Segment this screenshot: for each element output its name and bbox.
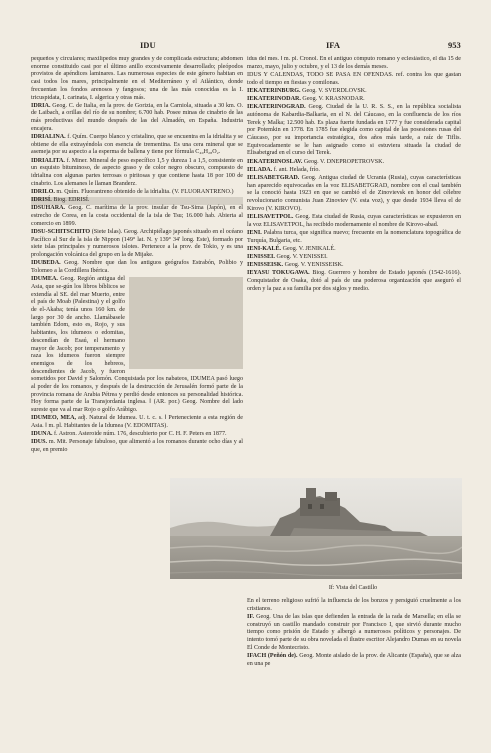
entry-headword: IDRILO. [31,188,57,195]
entry-body: En el terreno religioso sufrió la influencia de los bonzos y persiguió cruelmente a los cristianos. [247,598,461,612]
dictionary-entry [247,175,461,214]
dictionary-entry [247,104,461,158]
header-left-word: IDU [140,40,156,50]
entry-headword: IDRIALITA. [31,157,67,164]
dictionary-entry [31,103,243,134]
entry-body: Geog. V. YENISSEI. [276,254,328,261]
dictionary-entry [31,439,243,454]
entry-body: Geog. V. YENISSEISK. [284,262,344,269]
dictionary-entry [31,158,243,189]
entry-body: Geog. C. marítima de la prov. insular de Tsu-Sima (Japón), en el estrecho de Corea, en la costa occidental de la isla de Tsu; 16.000 hab. Abierta al comercio en 1899. [31,205,243,227]
castle-photo [170,478,462,579]
entry-headword: IENI-KALÉ. [247,245,283,252]
page-header [0,40,491,54]
entry-headword: IEYASU TOKUGAWA. [247,270,313,277]
entry-body: Biog. EDRISÍ. [53,197,90,204]
entry-headword: IENISSEISK. [247,262,285,269]
entry-headword: IF. [247,613,257,620]
entry-body: pequeños y circulares; maxilípedos muy grandes y de complicada estructura; abdomen enorme constituido casi por el último anillo excesivamente desarrollado; pleópodos provistos de apéndices laminares. Las numerosas especies de este género habitan en casi todos los mares, principalmente en el Mediterráneo y el Atlántico, donde frecuentan los fondos arenosos y fangosos; una de las más conocidas es la I. tricuspidata, I. carinata, I. algerica y otras más. [31,56,243,101]
entry-headword: IFACH (Peñón de). [247,652,300,659]
entry-headword: IEKATERINOSLAV. [247,158,304,165]
dictionary-entry [247,214,461,229]
dictionary-entry [247,230,461,245]
page-number: 953 [448,40,461,50]
entry-body: IDUS Y CALENDAS, TODO SE PASA EN OFENDAS. ref. contra los que gastan todo el tiempo en fiestas y comilonas. [247,71,461,86]
dictionary-entry [31,431,243,439]
entry-headword: IDUMEO, MEA, [31,415,79,422]
entry-body: Geog. V. SVERDLOVSK. [302,87,367,94]
entry-body: Geog. Antigua ciudad de Ucrania (Rusia), cuyas características han aparecido equivocadas en la voz ELISABETGRAD, nombre con el cual también se la conoció hasta 1923 en que se cambió el de Zinovievsk en honor del célebre revolucionario comunista Juan Zinoviev (V. esta voz), y que desde 1934 lleva el de Kirovo (V. KIROVO). [247,175,461,212]
entry-body: f. Astron. Asteroide núm. 176, descubierto por C. H. F. Peters en 1877. [54,431,227,438]
entry-headword: IEKATERINODAR. [247,96,303,103]
dictionary-entry [31,205,243,228]
dictionary-entry [31,260,243,275]
entry-body: Biog. Guerrero y hombre de Estado japonés (1542-1616). Conquistador de Osaka, dotó al país de una poderosa organización que aseguró el orden y la paz a su familia por dos siglos y medio. [247,270,461,292]
dictionary-entry [247,56,461,71]
dictionary-entry [247,598,461,613]
entry-body: Geog. V. DNEPROPETROVSK. [303,158,385,165]
entry-headword: IDSU-SCHITSCHITO [31,228,92,235]
entry-body: f. Quím. Cuerpo blanco y cristalino, que se encuentra en la idrialita y se obtiene de ella extrayéndola con esencia de trementina. Es una cera mineral que se asemeja por su aspecto a la esperma de ballena y tiene por fórmula C₄₀H₂₈O₂. [31,134,243,156]
dictionary-entry [31,197,243,205]
entry-headword: IENISSEI. [247,254,277,261]
entry-headword: IELISABETGRAD. [247,175,302,182]
entry-headword: IELADA. [247,166,274,173]
entry-headword: IDUS. [31,439,49,446]
dictionary-entry [247,246,461,254]
entry-body: Geog. V. KRASNODAR. [302,96,365,103]
dictionary-entry [247,88,461,96]
entry-body: Palabra turca, que significa nuevo; frecuente en la nomenclatura topográfica de Turquía, Bulgaria, etc. [247,229,461,244]
entry-headword: IDUBEDA. [31,260,65,267]
entry-body: Geog. C. de Italia, en la prov. de Gorizia, en la Carniola, situada a 30 km. O. de Laibach, a orillas del río de su nombre; 6.700 hab. Posee minas de cinabrio de las más productivas del mundo después de las del Almadén, en España. Industria encajera. [31,102,243,132]
entry-body: f. Miner. Mineral de peso específico 1,5 y dureza 1 a 1,5, consistente en un esquisto bituminoso, de aspecto graso y de color negro obscuro, compuesto de idrialina con algunas partes terrosas o piritosas y que contiene hasta 18 por 100 de cinabrio. Los alemanes le llaman Branderz. [31,157,243,187]
entry-headword: IDRISÍ. [31,197,54,204]
dictionary-entry [247,72,461,87]
dictionary-entry [247,167,461,175]
entry-body: Geog. Una de las islas que defienden la entrada de la rada de Marsella; en ella se construyó un castillo mandado construir por Francisco I, que sirvió durante mucho tiempo como prisión de Estado y albergó a numerosos políticos y personajes. De intento tomó parte de su obra novelada el ilustre escritor Alejandro Dumas en su novela El Conde de Montecristo. [247,613,461,651]
entry-headword: IDSUHARA. [31,205,69,212]
castle-photo-illustration [170,478,462,579]
entry-body: Geog. Ciudad de la U. R. S. S., en la república socialista autónoma de Kabardia-Balkaria, en el N. del Cáucaso, en la confluencia de los ríos Terek y Malka; 12.500 hab. Es plaza fuerte fundada en 1777 y fue considerada capital por Potemkin en 1778. En 1785 fue elegida como capital de las posesiones rusas del Cáucaso, por su importancia estratégica, dos años más tarde, a raíz de Tiflis. Equivocadamente se le han asignado como si estuviera situada la ciudad de Elisabetgrad en el curso del Terek. [247,104,461,157]
right-column-continued [247,598,461,669]
dictionary-entry [247,96,461,104]
entry-headword: IEKATERINBURG. [247,87,303,94]
entry-body: Geog. Región antigua del Asia, que se-gún los libros bíblicos se extendía al SE. del mar Muerto, entre el país de Moab (Palestina) y el golfo de el-Akaba; tenía unos 160 km. de largo por 30 de ancho. Llamábasele también Edom, esto es, Rojo, y sus habitantes, los idumeos o edomitas, descendían de Esaú, el hermano mayor de Jacob; por temperamento y raza los idumeos fueron siempre enemigos de los hebreos, descendientes de Jacob, y fueron sometidos por David y Salomón. Conquistada por los nabateos, IDUMEA pasó luego al poder de los romanos, y después de la destrucción de Jerusalén formó parte de la provincia romana de Arabia Pétrea y perdió desde entonces su personalidad histórica. Hoy forma parte de la Transjordania inglesa. ‖ (AR. por.) Geog. Nombre del lado sureste que va al mar Rojo o golfo Arábigo. [31,276,243,414]
entry-headword: IDUNA. [31,431,55,438]
entry-body: f. ant. Helada, frío. [273,166,320,173]
entry-body: m. Quím. Fluorantreno obtenido de la idrialita. (V. FLUORANTRENO.) [56,188,234,195]
entry-headword: IDRIA. [31,102,53,109]
left-column [31,56,243,732]
dictionary-entry [31,134,243,157]
entry-headword: IDUMEA. [31,276,61,283]
entry-body: Geog. Nombre que dan los antiguos geógrafos Estrabón, Polibio y Tolomeo a la Cordillera Ibérica. [31,260,243,274]
entry-headword: IDRIALINA. [31,134,68,141]
dictionary-entry [247,270,461,293]
entry-body: Geog. Esta ciudad de Rusia, cuyas características se expusieron en la voz ELISAVETPOL, ha recibido modernamente el nombre de Kirovo-abad. [247,214,461,228]
entry-body: adj. Natural de Idumea. U. t. c. s. ‖ Perteneciente a esta región de Asia. ‖ m. pl. Habitantes de la Idumea (V. EDOMITAS). [31,415,243,430]
entry-body: Geog. V. JENIKALÉ. [282,245,336,252]
entry-headword: IELISAVETPOL. [247,214,296,221]
entry-body: m. Mit. Personaje fabuloso, que alimentó a los romanos durante ocho días y al que, en premio [31,439,243,454]
header-center-word: IFA [326,40,341,50]
dictionary-entry [247,653,461,668]
entry-headword: IENI. [247,229,264,236]
entry-body: (Siete Islas). Geog. Archipiélago japonés situado en el océano Pacífico al Sur de la isla de Nippon (149° lat. N. y 139° 34' long. Este), formado por siete islas principales y numerosos islotes. Pertenece a la prov. de Tokio, y es una prolongación volcánica del grupo en la de Mijake. [31,228,243,259]
dictionary-entry [247,254,461,262]
dictionary-entry [247,159,461,167]
photo-placeholder [129,277,243,369]
dictionary-entry [31,56,243,102]
dictionary-entry [31,229,243,260]
dictionary-entry [247,614,461,653]
dictionary-entry [31,276,243,415]
photo-caption: If: Vista del Castillo [328,585,378,591]
dictionary-entry [247,262,461,270]
dictionary-entry [31,415,243,430]
entry-body: idus del mes. ‖ m. pl. Cronol. En el antiguo cómputo romano y eclesiástico, el día 15 de marzo, mayo, julio y octubre, y el 13 de los demás meses. [247,56,461,70]
dictionary-entry [31,189,243,197]
entry-body: Geog. Monte aislado de la prov. de Alicante (España), que se alza en una pe [247,652,462,667]
entry-headword: IEKATERINOGRAD. [247,104,309,111]
